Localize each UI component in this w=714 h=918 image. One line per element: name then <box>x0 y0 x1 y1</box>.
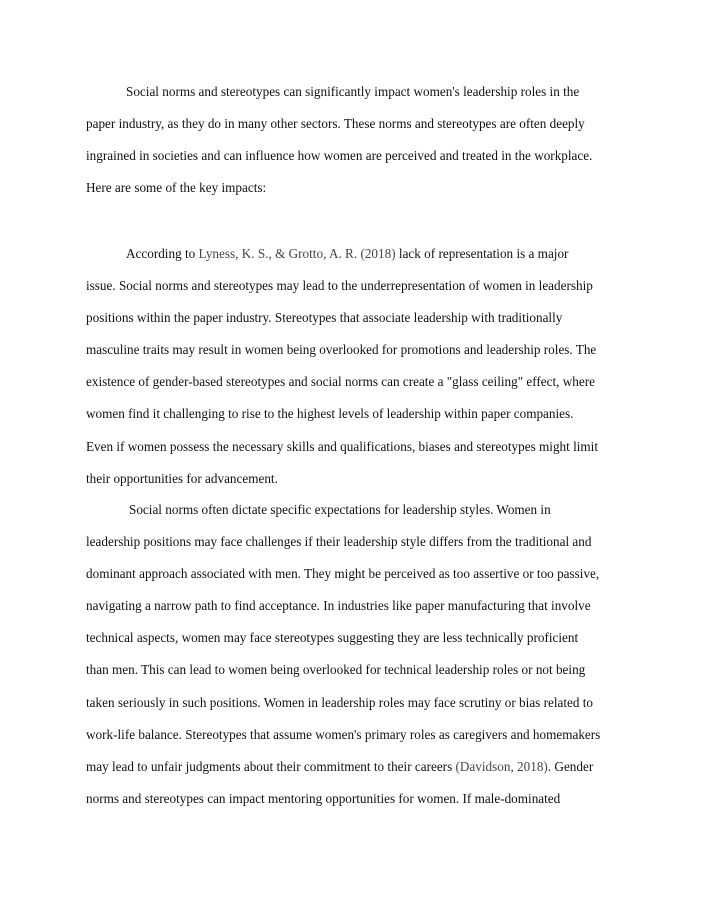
text-line: issue. Social norms and stereotypes may lead to the underrepresentation of women in leadership <box>86 278 593 294</box>
text-line: masculine traits may result in women being overlooked for promotions and leadership roles. The <box>86 342 597 358</box>
text-line: work-life balance. Stereotypes that assume women's primary roles as caregivers and homemakers <box>86 726 601 742</box>
text-line: women find it challenging to rise to the highest levels of leadership within paper companies. <box>86 406 574 422</box>
text-line: norms and stereotypes can impact mentoring opportunities for women. If male-dominated <box>86 790 561 806</box>
text-line <box>86 238 634 270</box>
text-line: Social norms often dictate specific expectations for leadership styles. Women in <box>129 502 551 517</box>
text-line: navigating a narrow path to find acceptance. In industries like paper manufacturing that involve <box>86 598 591 614</box>
paragraph-1 <box>86 76 634 204</box>
text-fragment: may lead to unfair judgments about their commitment to their careers <box>86 758 456 774</box>
text-line: paper industry, as they do in many other sectors. These norms and stereotypes are often deeply <box>86 116 585 132</box>
citation: Lyness, K. S., & Grotto, A. R. (2018) <box>198 246 396 261</box>
paragraph-3 <box>86 494 634 815</box>
text-line: than men. This can lead to women being overlooked for technical leadership roles or not being <box>86 662 586 678</box>
text-line: Here are some of the key impacts: <box>86 180 267 196</box>
text-line <box>86 751 634 783</box>
text-line: existence of gender-based stereotypes and social norms can create a "glass ceiling" effect, where <box>86 374 595 390</box>
text-fragment: lack of representation is a major <box>395 246 569 261</box>
text-line: ingrained in societies and can influence how women are perceived and treated in the workplace. <box>86 148 593 164</box>
text-line: Social norms and stereotypes can significantly impact women's leadership roles in the <box>126 84 580 99</box>
text-line: their opportunities for advancement. <box>86 470 278 486</box>
text-fragment: According to <box>126 246 199 261</box>
text-line: dominant approach associated with men. They might be perceived as too assertive or too passive, <box>86 566 600 582</box>
citation: (Davidson, 2018) <box>455 758 548 774</box>
paragraph-2 <box>86 238 634 495</box>
text-line: taken seriously in such positions. Women in leadership roles may face scrutiny or bias related to <box>86 694 594 710</box>
text-line: positions within the paper industry. Stereotypes that associate leadership with traditionally <box>86 310 563 326</box>
text-line: leadership positions may face challenges if their leadership style differs from the traditional and <box>86 534 592 550</box>
text-line: Even if women possess the necessary skills and qualifications, biases and stereotypes might limit <box>86 438 599 454</box>
text-fragment: . Gender <box>547 758 594 774</box>
text-line: technical aspects, women may face stereotypes suggesting they are less technically proficient <box>86 630 579 646</box>
